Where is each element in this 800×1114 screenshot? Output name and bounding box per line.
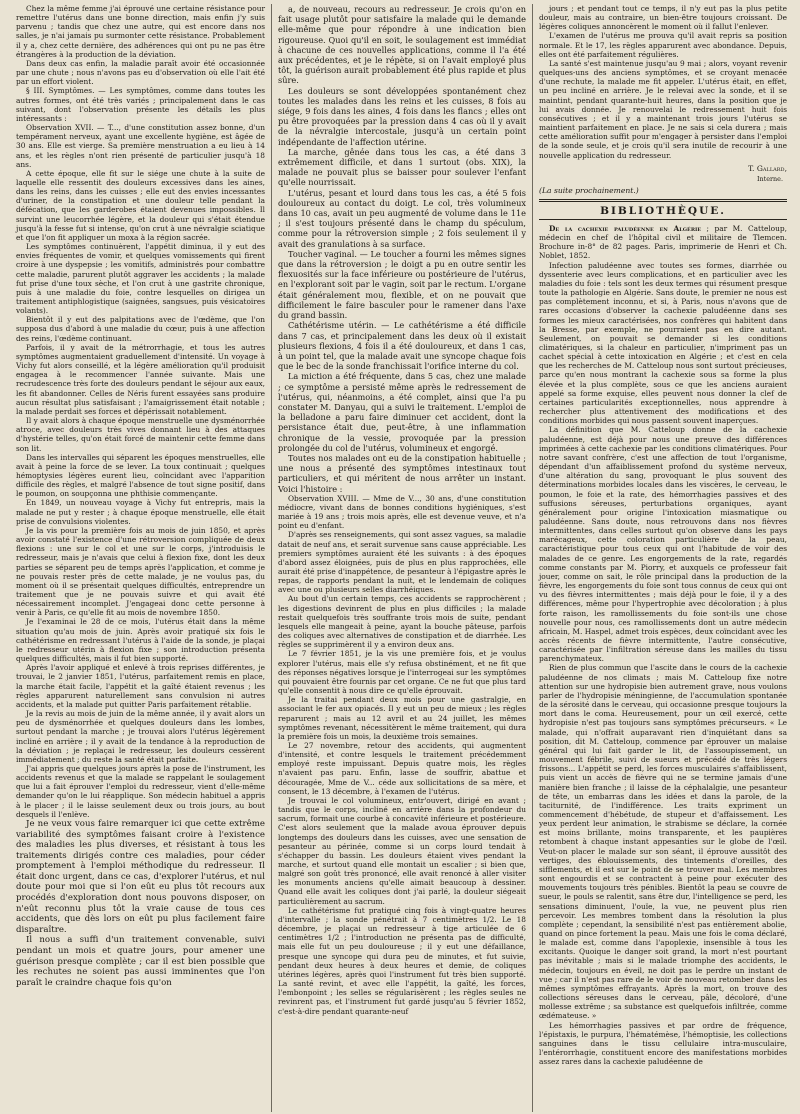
paragraph: La marche, gênée dans tous les cas, a été dans 3 extrêmement difficile, et dans 1 surtout (obs. XIX), la malade ne pouvait plus se baisser pour soulever l'enfant qu'elle nourrissait.	[278, 146, 526, 188]
paragraph: § III. Symptômes. — Les symptômes, comme dans toutes les autres formes, ont été très variés ; principalement dans le cas suivant, dont l'observation présente les détails les plus intéressants :	[16, 86, 265, 123]
paragraph: En 1849, un nouveau voyage à Vichy fut entrepris, mais la malade ne put y rester ; à chaque époque menstruelle, elle était prise de convulsions violentes.	[16, 498, 265, 526]
lead-paragraph: Je ne veux vous faire remarquer ici que cette extrême variabilité des symptômes faisant croire à l'existence des maladies les plus diverses, et résistant à tous les traitements dirigés contre ces maladies, pour céder promptement à l'emploi méthodique du redresseur. Il était donc urgent, dans ce cas, d'explorer l'utérus, et nul doute pour moi que si l'on eût eu plus tôt recours aux procédés d'exploration dont nous pouvons disposer, on n'eût reconnu plus tôt la vraie cause de tous ces accidents, que dès lors on eût pu plus facilement faire disparaître.	[16, 818, 265, 935]
paragraph: Je la vis pour la première fois au mois de juin 1850, et après avoir constaté l'existence d'une rétroversion compliquée de deux flexions : une sur le col et une sur le corps, j'introduisis le redresseur, mais je n'avais que celui à flexion fixe, dont les deux parties se séparent peu de temps après l'application, et comme je ne pouvais rester près de cette malade, je ne voulus pas, du moment où il se présentait quelques difficultés, entreprendre un traitement que je ne pouvais suivre et qui avait été nécessairement incomplet. J'engageai donc cette personne à venir à Paris, ce qu'elle fit au mois de novembre 1850.	[16, 525, 265, 618]
paragraph: Toucher vaginal. — Le toucher a fourni les mêmes signes que dans la rétroversion ; le doigt a pu en outre sentir les flexuosités sur la face inférieure ou postérieure de l'utérus, en l'explorant soit par le vagin, soit par le rectum. L'organe était généralement mou, flexible, et on ne pouvait que difficilement le faire basculer pour le ramener dans l'axe du grand bassin.	[278, 248, 526, 321]
paragraph: Je l'examinai le 28 de ce mois, l'utérus était dans la même situation qu'au mois de juin. Après avoir pratiqué six fois le cathétérisme en redressant l'utérus à l'aide de la sonde, je plaçai le redresseur utérin à flexion fixe ; son introduction présenta quelques difficultés, mais il fut bien supporté.	[16, 617, 265, 664]
paragraph: Je trouvai le col volumineux, entr'ouvert, dirigé en avant ; tandis que le corps, incliné en arrière dans la profondeur du sacrum, formait une courbe à concavité inférieure et postérieure. C'est alors seulement que la malade avoua éprouver depuis longtemps des douleurs dans les cuisses, avec une sensation de pesanteur au périnée, comme si un corps lourd tendait à s'échapper du bassin. Les douleurs étaient vives pendant la marche, et surtout quand elle montait un escalier ; si bien que, malgré son goût très prononcé, elle avait renoncé à aller visiter les monuments anciens qu'elle aimait beaucoup à dessiner. Quand elle avait les coliques dont j'ai parlé, la douleur siégeait particulièrement au sacrum.	[278, 795, 526, 906]
column-1	[10, 4, 271, 1112]
book-title: De la cachexie paludéenne en Algérie	[549, 223, 702, 233]
paragraph: Infection paludéenne avec toutes ses formes, diarrhée ou dyssenterie avec leurs complications, et en particulier avec les maladies du foie : tels sont les deux termes qui résument presque toute la pathologie en Algérie. Sans doute, le premier ne nous est pas complètement inconnu, et si, à Paris, nous n'avons que de rares occasions d'observer la cachexie paludéenne dans ses formes les mieux caractérisées, nos confrères qui habitent dans la Bresse, par exemple, ne pourraient pas en dire autant. Seulement, on pouvait se demander si les conditions climatériques, si la chaleur en particulier, n'impriment pas un cachet spécial à cette intoxication en Algérie ; et c'est en cela que les recherches de M. Catteloup nous sont surtout précieuses, parce qu'en nous montrant la cachexie sous sa forme la plus élevée et la plus complète, sous ce que les anciens auraient appelé sa forme exquise, elles peuvent nous donner la clef de certaines particularités exceptionnelles, nous apprendre à rechercher plus attentivement des modifications et des conditions morbides qui nous passent souvent inaperçues.	[539, 260, 787, 426]
paragraph: D'après ses renseignements, qui sont assez vagues, sa maladie datait de neuf ans, et serait survenue sans cause appréciable. Les premiers symptômes auraient été les suivants : à des époques d'abord assez éloignées, puis de plus en plus rapprochées, elle aurait été prise d'inappétence, de pesanteur à l'épigastre après le repas, de rapports pendant la nuit, et le lendemain de coliques avec une ou plusieurs selles diarrhéiques.	[278, 530, 526, 595]
paragraph: Il y avait alors à chaque époque menstruelle une dysménorrhée atroce, avec douleurs très vives donnant lieu à des attaques d'hystérie telles, qu'on était forcé de maintenir cette femme dans son lit.	[16, 416, 265, 453]
paragraph: jours ; et pendant tout ce temps, il n'y eut pas la plus petite douleur, mais au contraire, un bien-être toujours croissant. De légères coliques annoncèrent le moment où il fallut l'enlever.	[539, 4, 787, 32]
paragraph: Je la revis au mois de juin de la même année, il y avait alors un peu de dysménorrhée et quelques douleurs dans les lombes, surtout pendant la marche ; je trouvai alors l'utérus légèrement incliné en arrière ; il y avait de la tendance à la reproduction de la déviation ; je replaçai le redresseur, les douleurs cessèrent immédiatement ; du reste la santé était parfaite.	[16, 709, 265, 764]
paragraph: L'examen de l'utérus me prouva qu'il avait repris sa position normale. Et le 17, les règles apparurent avec abondance. Depuis, elles ont été parfaitement régulières.	[539, 31, 787, 59]
lead-paragraph: Il nous a suffi d'un traitement convenable, suivi pendant un mois et quatre jours, pour amener une guérison presque complète ; car il est bien possible que les rechutes ne soient pas aussi imminentes que l'on paraît le craindre chaque fois qu'on	[16, 935, 265, 988]
paragraph: Parfois, il y avait de la métrorrhagie, et tous les autres symptômes augmentaient graduellement d'intensité. Un voyage à Vichy fut alors conseillé, et la légère amélioration qu'il produisit engagea à le recommencer l'année suivante. Mais une recrudescence très forte des douleurs pendant le séjour aux eaux, les fit abandonner. Celles de Néris furent essayées sans produire aucun résultat plus satisfaisant ; l'amaigrissement était notable ; la malade perdait ses forces et dépérissait notablement.	[16, 342, 265, 416]
book-reference	[539, 224, 787, 261]
paragraph: Observation XVIII. — Mme de V..., 30 ans, d'une constitution médiocre, vivant dans de bonnes conditions hygiéniques, s'est mariée à 19 ans ; trois mois après, elle est devenue veuve, et n'a point eu d'enfant.	[278, 493, 526, 531]
lead-paragraph: a, de nouveau, recours au redresseur. Je crois qu'on en fait usage plutôt pour satisfaire la malade qui le demande elle-même que pour répondre à une indication bien rigoureuse. Quoi qu'il en soit, le soulagement est immédiat à chacune de ces nouvelles applications, comme il l'a été aux précédentes, et je le répète, si on l'avait employé plus tôt, la guérison aurait probablement été plus rapide et plus sûre.	[278, 4, 526, 86]
paragraph: Le cathétérisme fut pratiqué cinq fois à vingt-quatre heures d'intervalle ; la sonde pénétrait à 7 centimètres 1/2. Le 18 décembre, je plaçai un redresseur à tige articulée de 6 centimètres 1/2 ; l'introduction ne présenta pas de difficulté, mais elle fut un peu douloureuse ; il y eut une défaillance, presque une syncope qui dura peu de minutes, et fut suivie, pendant deux heures à deux heures et demie, de coliques utérines légères, après quoi l'instrument fut très bien supporté. La santé revint, et avec elle l'appétit, la gaîté, les forces, l'embonpoint ; les selles se régularisèrent ; les règles seules ne revinrent pas, et l'instrument fut gardé jusqu'au 5 février 1852, c'est-à-dire pendant quarante-neuf	[278, 905, 526, 1016]
paragraph: J'ai appris que quelques jours après la pose de l'instrument, les accidents revenus et que la malade se rappelant le soulagement que lui a fait éprouver l'emploi du redresseur, vient d'elle-même demander qu'on le lui réapplique. Son médecin habituel a appris à le placer ; il le laisse seulement deux ou trois jours, au bout desquels il l'enlève.	[16, 763, 265, 819]
paragraph: L'utérus, pesant et lourd dans tous les cas, a été 5 fois douloureux au contact du doigt. Le col, très volumineux dans 10 cas, avait un peu augmenté de volume dans le 11e ; il s'est toujours présenté dans le champ du spéculum, comme pour la rétroversion simple ; 2 fois seulement il y avait des granulations à sa surface.	[278, 187, 526, 249]
paragraph: Les symptômes continuèrent, l'appétit diminua, il y eut des envies fréquentes de vomir, et quelques vomissements qui firent croire à une dyspepsie ; les vomitifs, administrés pour combattre cette maladie, parurent plutôt aggraver les accidents ; la malade fut prise d'une toux sèche, et l'on crut à une gastrite chronique, puis à une maladie du foie, contre lesquelles on dirigea un traitement antiphlogistique (saignées, sangsues, puis vésicatoires volants).	[16, 242, 265, 316]
paragraph: Après l'avoir appliqué et enlevé à trois reprises différentes, je trouvai, le 2 janvier 1851, l'utérus, parfaitement remis en place, la marche était facile, l'appétit et la gaîté étaient revenus ; les règles apparurent naturellement sans convulsion ni autres accidents, et la malade put quitter Paris parfaitement rétablie.	[16, 663, 265, 709]
paragraph: Chez la même femme j'ai éprouvé une certaine résistance pour remettre l'utérus dans une bonne direction, mais enfin j'y suis parvenu ; tandis que chez une autre, qui est encore dans nos salles, je n'ai jamais pu surmonter cette résistance. Probablement il y a, chez cette dernière, des adhérences qui ont pu ne pas être étrangères à la production de la déviation.	[16, 4, 265, 59]
section-divider	[539, 199, 787, 202]
author-name: T. Gallard,	[748, 163, 787, 173]
paragraph: Dans deux cas enfin, la maladie paraît avoir été occasionnée par une chute ; nous n'avons pas eu d'observation où elle l'ait été par un effort violent.	[16, 58, 265, 87]
paragraph: Je la traitai pendant deux mois pour une gastralgie, en associant le fer aux opiacés. Il y eut un peu de mieux ; les règles reparurent ; mais au 12 avril et au 24 juillet, les mêmes symptômes revenant, nécessitèrent le même traitement, qui dura la première fois un mois, la deuxième trois semaines.	[278, 695, 526, 741]
book-details: ; par M. Catteloup, médecin en chef de l'hôpital civil et militaire de Tlemcen. Brochure in-8° de 82 pages. Paris, imprimerie de Henri et Ch. Noblet, 1852.	[539, 223, 787, 261]
author-signature	[539, 164, 787, 184]
paragraph: Au bout d'un certain temps, ces accidents se rapprochèrent ; les digestions devinrent de plus en plus difficiles ; la malade restait quelquefois très souffrante trois mois de suite, pendant lesquels elle mangeait à peine, ayant la bouche pâteuse, parfois des coliques avec alternatives de constipation et de diarrhée. Les règles se supprimèrent il y a environ deux ans.	[278, 594, 526, 650]
paragraph: Cathétérisme utérin. — Le cathétérisme a été difficile dans 7 cas, et principalement dans les deux où il existait plusieurs flexions, 4 fois il a été douloureux, et dans 1 cas, à un point tel, que la malade avait une syncope chaque fois que le bec de la sonde franchissait l'orifice interne du col.	[278, 320, 526, 372]
paragraph: Rien de plus commun que l'ascite dans le cours de la cachexie paludéenne de nos climats ; mais M. Catteloup fixe notre attention sur une hydropisie bien autrement grave, nous voulons parler de l'hydropisie méningienne, de l'accumulation spontanée de la sérosité dans le cerveau, qui occasionne presque toujours la mort dans le coma. Heureusement, pour un œil exercé, cette hydropisie n'est pas toujours sans symptômes précurseurs. « Le malade, qui n'offrait auparavant rien d'inquiétant dans sa position, dit M. Catteloup, commence par éprouver un malaise général qui lui fait garder le lit, de l'assoupissement, un mouvement fébrile, suivi de sueurs et précédé de très légers frissons... L'appétit se perd, les forces musculaires s'affaiblissent, puis vient un accès de fièvre qui ne se termine jamais d'une manière bien franche ; il laisse de la céphalalgie, une pesanteur de tête, un embarras dans les idées et dans la parole, de la taciturnité, de l'indifférence. Les traits expriment un commencement d'hébétude, de stupeur et d'affaissement. Les yeux perdent leur animation, le strabisme se déclare, la cornée est moins brillante, moins transparente, et les paupières retombent à chaque instant appesanties sur le globe de l'œil. Veut-on placer le malade sur son séant, il éprouve aussitôt des vertiges, des éblouissements, des tintements d'oreilles, des sifflements, et il est sur le point de se trouver mal. Les membres sont engourdis et se contractent à peine pour exécuter des mouvements toujours très pénibles. Bientôt la peau se couvre de sueur, le pouls se ralentit, sans être dur, l'intelligence se perd, les sensations diminuent, l'ouïe, la vue, ne peuvent plus rien percevoir. Les membres tombent dans la résolution la plus complète ; cependant, la sensibilité n'est pas entièrement abolie, quand on pince fortement la peau. Mais une fois le coma déclaré, le malade est, comme dans l'apoplexie, insensible à tous les excitants. Quoique le danger soit grand, la mort n'est pourtant pas inévitable ; mais si le malade triomphe des accidents, le médecin, toujours en éveil, ne doit pas le perdre un instant de vue ; car il n'est pas rare de le voir de nouveau retomber dans les mêmes symptômes effrayants. Après la mort, on trouve des collections séreuses dans le cerveau, pâle, décoloré, d'une mollesse extrême ; sa substance est quelquefois infiltrée, comme œdémateuse. »	[539, 663, 787, 1021]
paragraph: La santé s'est maintenue jusqu'au 9 mai ; alors, voyant revenir quelques-uns des anciens symptômes, et se croyant menacée d'une rechute, la malade me fit appeler. L'utérus était, en effet, un peu incliné en arrière. Je le relevai avec la sonde, et il se maintint, pendant quarante-huit heures, dans la position que je lui avais donnée. Je renouvelai le redressement huit fois consécutives ; et il y a maintenant trois jours l'utérus se maintient parfaitement en place. Je ne sais si cela durera ; mais cette amélioration suffit pour m'engager à persister dans l'emploi de la sonde seule, et je crois qu'il sera inutile de recourir à une nouvelle application du redresseur.	[539, 58, 787, 160]
author-role: Interne.	[757, 174, 783, 183]
paragraph: Dans les intervalles qui séparent les époques menstruelles, elle avait à peine la force de se lever. La toux continuait ; quelques hémoptysies légères eurent lieu, coïncidant avec l'apparition difficile des règles, et malgré l'absence de tout signe positif, dans le poumon, on soupçonna une phthisie commençante.	[16, 452, 265, 499]
paragraph: Le 27 novembre, retour des accidents, qui augmentent d'intensité, et contre lesquels le traitement précédemment employé reste impuissant. Depuis quatre mois, les règles n'avaient pas paru. Enfin, lasse de souffrir, abattue et découragée, Mme de V... céde aux sollicitations de sa mère, et consent, le 13 décembre, à l'examen de l'utérus.	[278, 740, 526, 796]
paragraph: Bientôt il y eut des palpitations avec de l'œdème, que l'on supposa dus d'abord à une maladie du cœur, puis à une affection des reins, l'œdème continuant.	[16, 315, 265, 343]
paragraph: Les hémorrhagies passives et par ordre de fréquence, l'épistaxis, le purpura, l'hématémèse, l'hémoptisie, les collections sanguines dans le tissu cellulaire intra-musculaire, l'entérorrhagie, constituent encore des manifestations morbides assez rares dans la cachexie paludéenne de	[539, 1020, 787, 1067]
lead-paragraph: Toutes nos malades ont eu de la constipation habituelle ; une nous a présenté des symptômes intestinaux tout particuliers, et qui méritent de nous arrêter un instant. Voici l'histoire :	[278, 452, 526, 494]
column-3	[532, 4, 793, 1112]
paragraph: Les douleurs se sont développées spontanément chez toutes les malades dans les reins et les cuisses, 8 fois au siége, 9 fois dans les aines, 4 fois dans les flancs ; elles ont pu être provoquées par la pression dans 4 cas où il y avait de la névralgie intercostale, jusqu'à un certain point indépendante de l'affection utérine.	[278, 85, 526, 147]
section-rule	[539, 219, 787, 220]
paragraph: A cette époque, elle fit sur le siége une chute à la suite de laquelle elle ressentit des douleurs excessives dans les aines, dans les reins, dans les cuisses ; elle eut des envies incessantes d'uriner, de la constipation et une douleur telle pendant la défécation, que les garderobes étaient devenues impossibles. Il survint une leucorrhée légère, et la douleur qui s'était étendue jusqu'à la fesse fut si intense, qu'on crut à une névralgie sciatique et que l'on fit appliquer un moxa à la région sacrée.	[16, 168, 265, 242]
paragraph: La miction a été fréquente, dans 5 cas, chez une malade ; ce symptôme a persisté même après le redressement de l'utérus, qui, néanmoins, a été complet, ainsi que l'a pu constater M. Danyau, qui a suivi le traitement. L'emploi de la belladone a paru faire diminuer cet accident, dont la persistance était due, peut-être, à une inflammation chronique de la vessie, provoquée par la pression prolongée du col de l'utérus, volumineux et engorgé.	[278, 371, 526, 453]
paragraph: Observation XVII. — T..., d'une constitution assez bonne, d'un tempérament nerveux, ayant une excellente hygiène, est âgée de 30 ans. Elle est vierge. Sa première menstruation a eu lieu à 14 ans, et les règles n'ont rien présenté de particulier jusqu'à 18 ans.	[16, 123, 265, 169]
section-title: BIBLIOTHÈQUE.	[600, 204, 726, 217]
paragraph: La définition que M. Catteloup donne de la cachexie paludéenne, est déjà pour nous une preuve des différences imprimées à cette cachexie par les conditions climatériques. Pour notre savant confrère, c'est une affection de tout l'organisme, dépendant d'un affaiblissement profond du système nerveux, d'une altération du sang, provoquant le plus souvent des déterminations morbides locales dans les viscères, le cerveau, le poumon, le foie et la rate, des hémorrhagies passives et des suffusions séreuses, perturbations organiques, ayant généralement pour origine l'intoxication miasmatique ou paludéenne. Sans doute, nous retrouvons dans nos fièvres intermittentes, dans celles surtout qu'on observe dans les pays marécageux, cette coloration particulière de la peau, caractéristique pour tous ceux qui ont l'habitude de voir des malades de ce genre. Les engorgements de la rate, regardés comme constants par M. Piorry, et auxquels ce professeur fait jouer, comme on sait, le rôle principal dans la production de la fièvre, les engorgements du foie sont tous connus de ceux qui ont vu des fièvres intermittentes ; mais déjà pour le foie, il y a des différences, même pour l'hypertrophie avec décoloration ; à plus forte raison, les ramollissements du foie sont-ils une chose nouvelle pour nous, ces ramollissements dont un autre médecin africain, M. Haspel, admet trois espèces, deux coïncidant avec les accès récents de fièvre intermittente, l'autre consécutive, caractérisée par l'infiltration séreuse dans les mailles du tissu parenchymateux.	[539, 425, 787, 664]
paragraph: Le 7 février 1851, je la vis une première fois, et je voulus explorer l'utérus, mais elle s'y refusa obstinément, et ne fit que des réponses négatives lorsque je l'interrogeai sur les symptômes qui pouvaient être fournis par cet organe. Ce ne fut que plus tard qu'elle consentit à nous dire ce qu'elle éprouvait.	[278, 649, 526, 696]
continuation-note: (La suite prochainement.)	[539, 185, 639, 195]
column-2	[271, 4, 532, 1112]
